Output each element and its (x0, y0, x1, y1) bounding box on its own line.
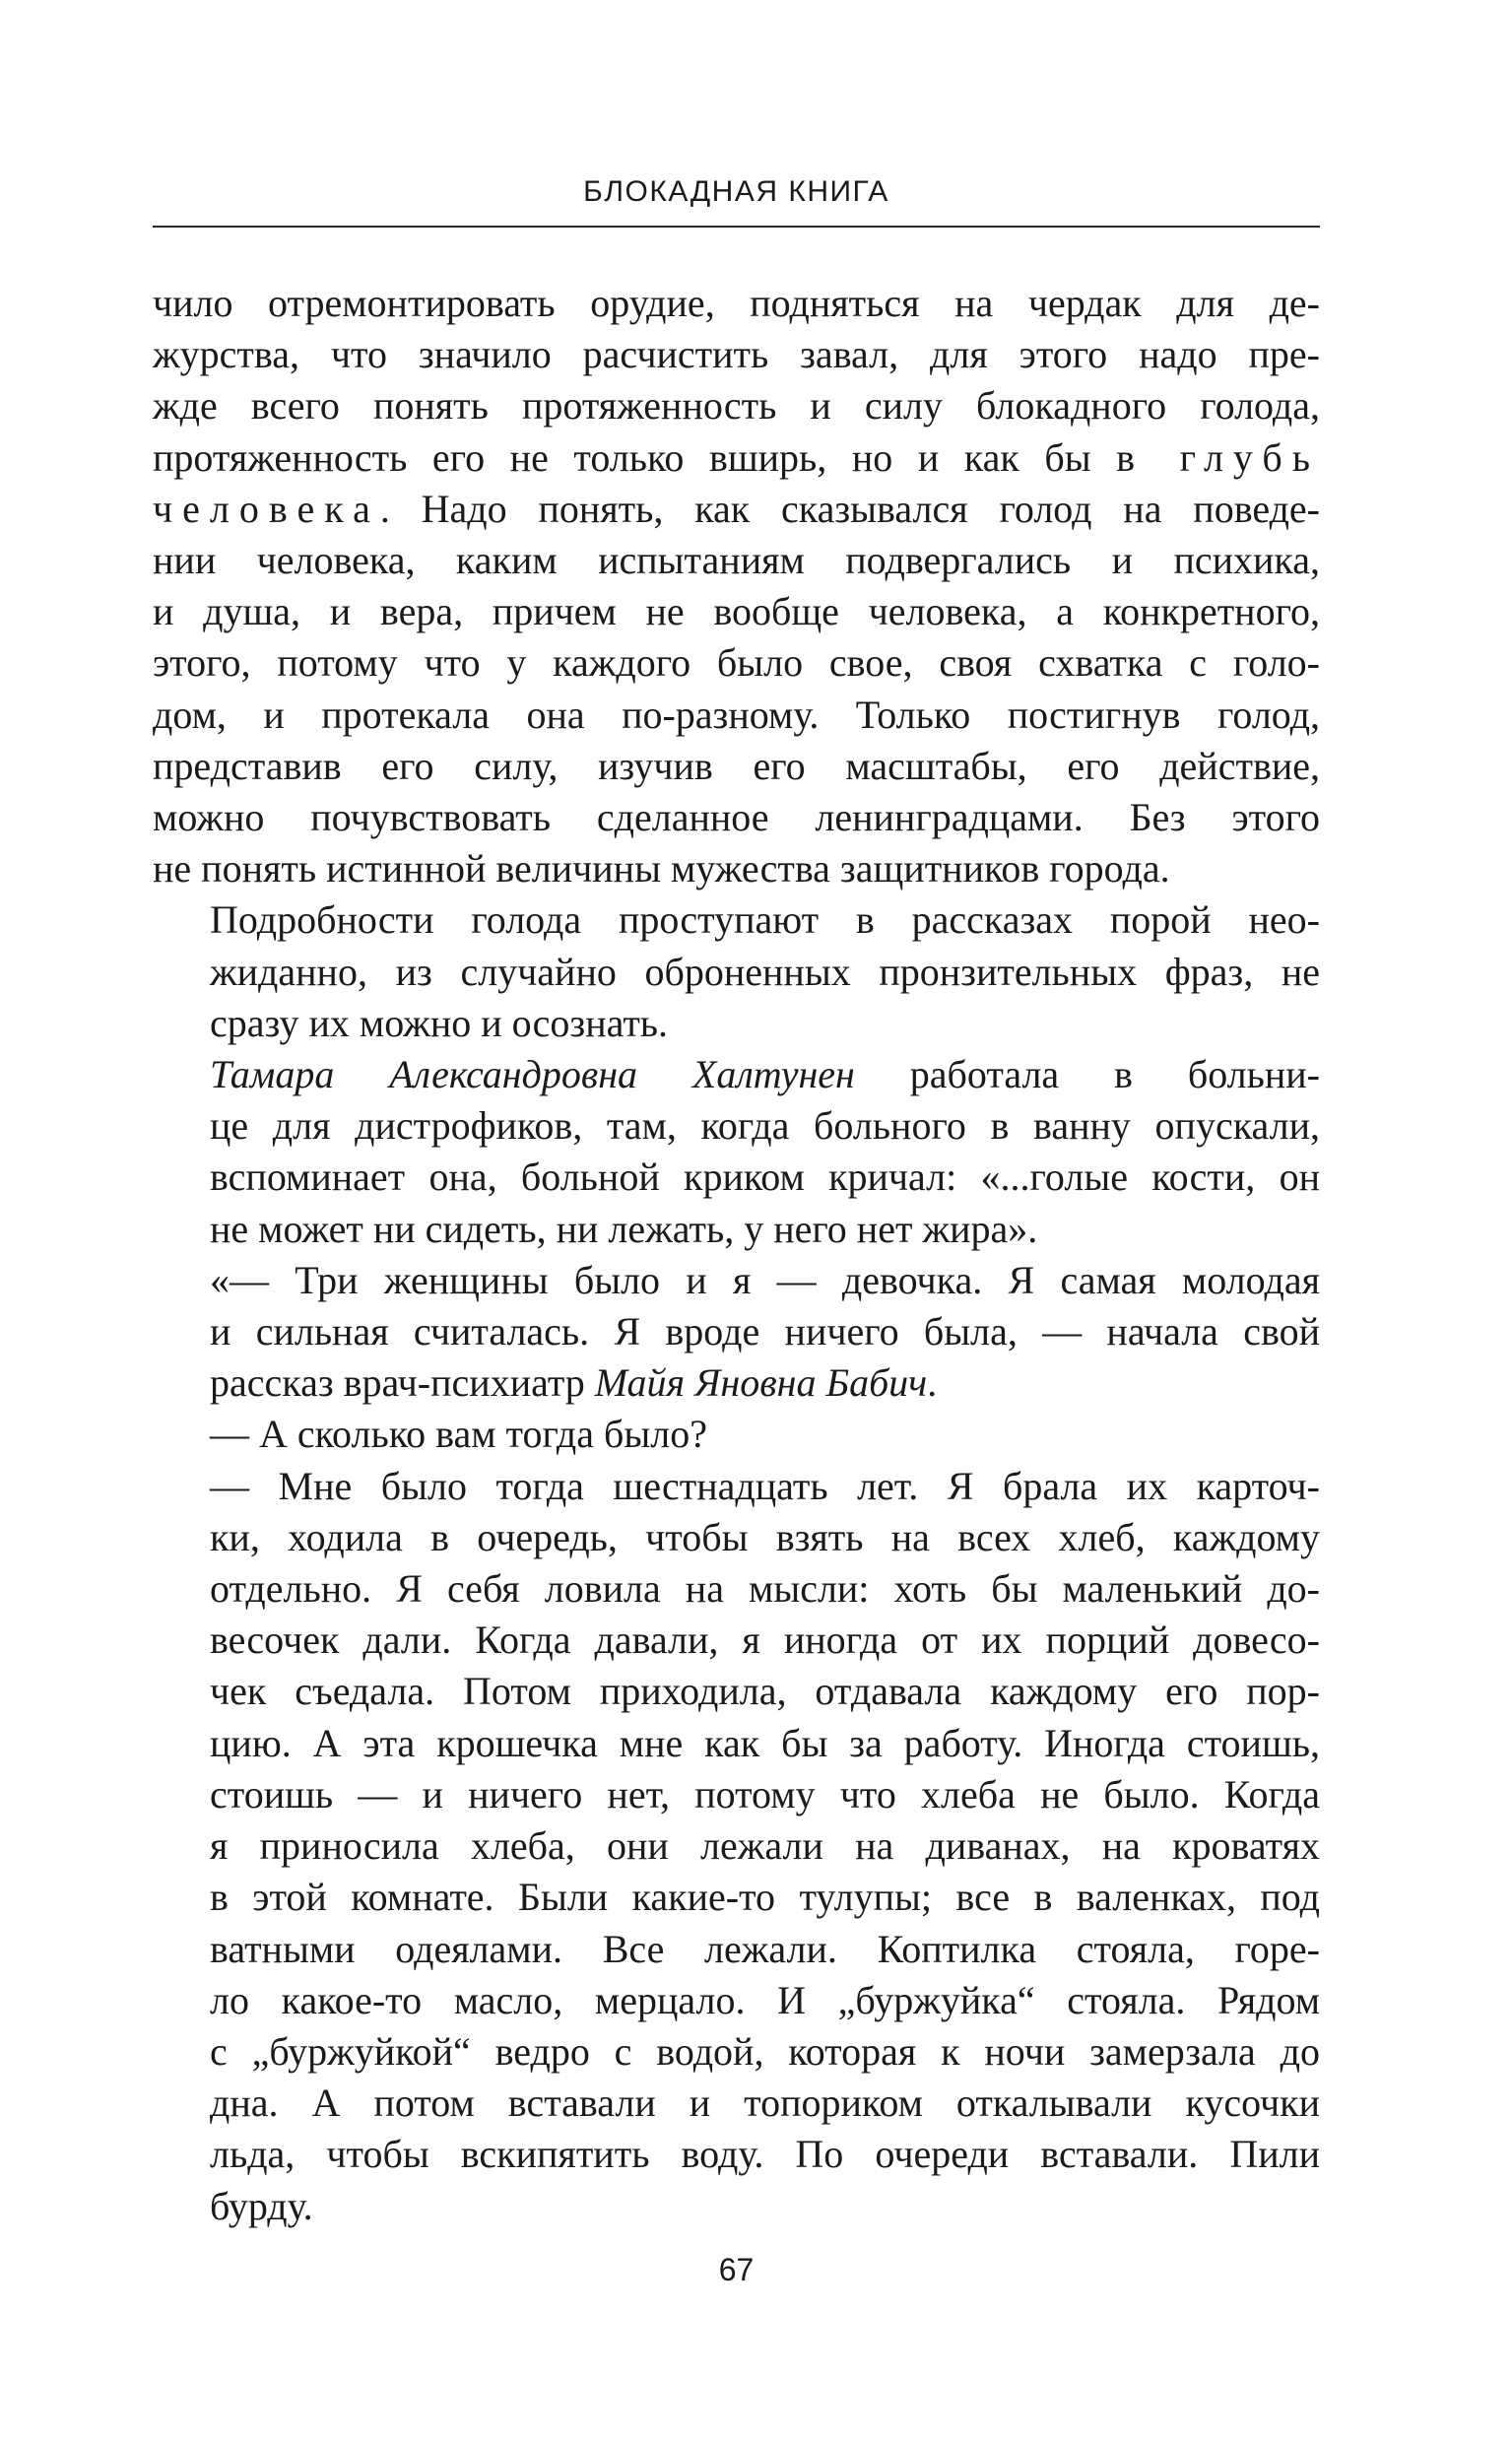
text-run: стоишь — и ничего нет, потому что хлеба не было. Когда (210, 1771, 1320, 1816)
text-run: отдельно. Я себя ловила на мысли: хоть бы маленький до- (210, 1566, 1320, 1612)
text-line (153, 741, 1320, 792)
text-run: ки, ходила в очередь, чтобы взять на всех хлеб, каждому (210, 1514, 1320, 1559)
page-number: 67 (718, 2252, 755, 2287)
text-line (153, 1461, 1320, 1512)
paragraph (153, 1409, 1320, 1460)
text-run: цию. А эта крошечка мне как бы за работу. Иногда стоишь, (210, 1720, 1320, 1765)
text-line (153, 432, 1320, 484)
text-run: рассказ врач-психиатр (210, 1360, 595, 1406)
text-line (153, 1512, 1320, 1563)
text-run: чек съедала. Потом приходила, отдавала каждому его пор- (210, 1669, 1320, 1714)
text-line (153, 2129, 1320, 2180)
text-run: весочек дали. Когда давали, я иногда от их порций довесо- (210, 1618, 1320, 1663)
text-run: ватными одеялами. Все лежали. Коптилка стояла, горе- (210, 1926, 1320, 1971)
text-run: протяженность его не только вширь, но и как бы (153, 434, 1117, 480)
text-run: с „буржуйкой“ ведро с водой, которая к ночи замерзала до (210, 2028, 1320, 2074)
text-line (153, 1204, 1320, 1255)
text-run: — А сколько вам тогда было? (210, 1412, 707, 1457)
text-line (153, 1100, 1320, 1152)
text-line (153, 1255, 1320, 1306)
text-run: в этой комнате. Были какие-то тулупы; все в валенках, под (210, 1875, 1320, 1920)
text-run: бурду. (210, 2183, 313, 2228)
text-run: представив его силу, изучив его масштабы, его действие, (153, 743, 1320, 788)
text-run: Подробности голода проступают в рассказах порой нео- (210, 897, 1320, 943)
text-line (153, 586, 1320, 637)
text-line (153, 1357, 1320, 1409)
text-line (153, 1563, 1320, 1615)
text-line (153, 2078, 1320, 2129)
text-line (153, 1769, 1320, 1820)
text-line (153, 329, 1320, 380)
text-run: и сильная считалась. Я вроде ничего была, — начала свой (210, 1309, 1320, 1354)
text-run: це для дистрофиков, там, когда больного в ванну опускали, (210, 1103, 1320, 1149)
text-run: жде всего понять протяженность и силу блокадного голода, (153, 383, 1320, 429)
text-run: работала в больни- (854, 1052, 1321, 1097)
text-run: журства, что значило расчистить завал, для этого надо пре- (153, 332, 1320, 377)
header-rule (153, 226, 1320, 228)
text-run: льда, чтобы вскипятить воду. По очереди вставали. Пили (210, 2132, 1320, 2177)
body-text (153, 278, 1320, 2232)
text-line (153, 1306, 1320, 1357)
text-run: и душа, и вера, причем не вообще человека, а конкретного, (153, 589, 1320, 634)
text-run: этого, потому что у каждого было свое, своя схватка с голо- (153, 640, 1320, 686)
italic-name: Тамара Александровна Халтунен (210, 1052, 855, 1097)
text-line (153, 484, 1320, 535)
text-line (153, 278, 1320, 329)
text-run: — Мне было тогда шестнадцать лет. Я брала их карточ- (210, 1463, 1320, 1508)
text-line (153, 1820, 1320, 1872)
spaced-emphasis: человека (153, 486, 380, 531)
italic-name: Майя Яновна Бабич (594, 1360, 928, 1406)
running-head-title: БЛОКАДНАЯ КНИГА (583, 175, 889, 208)
text-line (153, 792, 1320, 843)
text-line (153, 947, 1320, 998)
paragraph (153, 894, 1320, 1049)
text-run: нии человека, каким испытаниям подвергались и психика, (153, 538, 1320, 583)
text-line (153, 637, 1320, 689)
text-line (153, 1615, 1320, 1666)
text-line (153, 1666, 1320, 1717)
text-line (153, 1718, 1320, 1769)
text-line (153, 1409, 1320, 1460)
text-line (153, 1872, 1320, 1923)
text-run: вспоминает она, больной криком кричал: «...голые кости, он (210, 1155, 1320, 1200)
text-run: ло какое-то масло, мерцало. И „буржуйка“ стояла. Рядом (210, 1977, 1320, 2022)
text-run: сразу их можно и осознать. (210, 1000, 669, 1045)
text-line (153, 690, 1320, 741)
text-run: «— Три женщины было и я — девочка. Я самая молодая (210, 1257, 1320, 1302)
text-line (153, 1152, 1320, 1203)
text-line (153, 535, 1320, 586)
text-line (153, 1924, 1320, 1975)
text-run: дна. А потом вставали и топориком откалывали кусочки (210, 2080, 1320, 2126)
text-run: жиданно, из случайно оброненных пронзительных фраз, не (210, 949, 1320, 994)
spaced-emphasis: в глубь (1116, 434, 1321, 480)
text-run: не может ни сидеть, ни лежать, у него нет жира». (210, 1206, 1038, 1251)
paragraph (153, 1049, 1320, 1255)
text-line (153, 2181, 1320, 2232)
text-line (153, 998, 1320, 1049)
text-run: . (927, 1360, 938, 1406)
text-run: дом, и протекала она по-разному. Только постигнув голод, (153, 692, 1320, 737)
text-run: чило отремонтировать орудие, подняться на чердак для де- (153, 281, 1320, 325)
paragraph (153, 278, 1320, 894)
paragraph (153, 1255, 1320, 1410)
text-run: можно почувствовать сделанное ленинградцами. Без этого (153, 795, 1320, 840)
text-line (153, 2026, 1320, 2078)
text-line (153, 380, 1320, 431)
text-line (153, 843, 1320, 894)
text-run: . Надо понять, как сказывался голод на поведе- (379, 486, 1320, 531)
text-line (153, 894, 1320, 946)
text-run: я приносила хлеба, они лежали на диванах, на кроватях (210, 1823, 1320, 1869)
text-run: не понять истинной величины мужества защитников города. (153, 846, 1170, 891)
text-line (153, 1049, 1320, 1100)
text-line (153, 1975, 1320, 2026)
paragraph (153, 1461, 1320, 2232)
